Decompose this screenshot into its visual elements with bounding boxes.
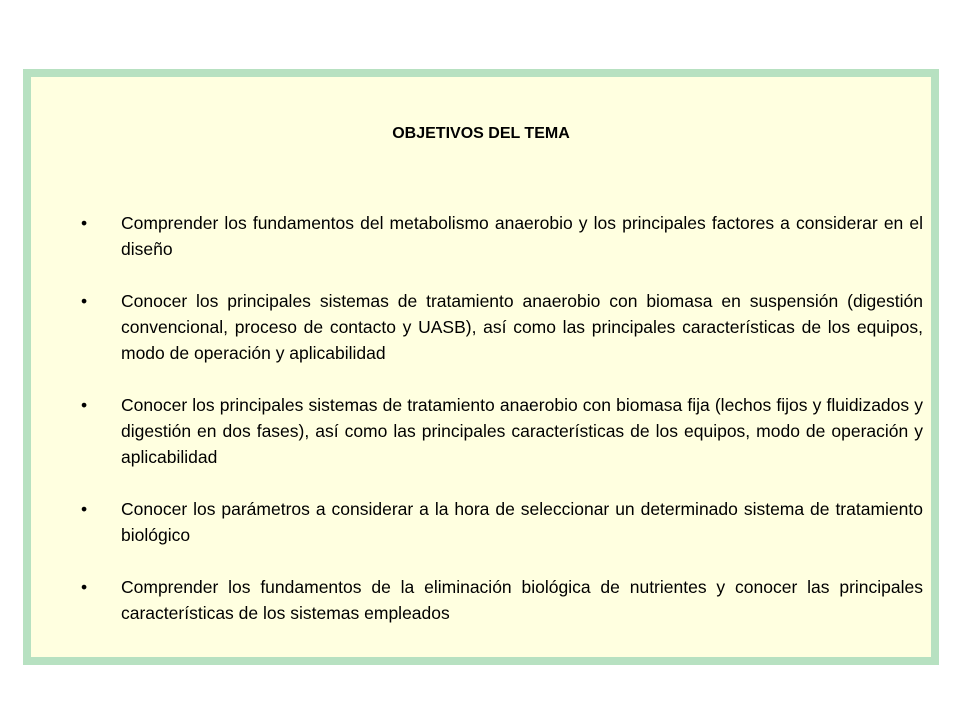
objective-text: Comprender los fundamentos de la eliminación biológica de nutrientes y conocer las principales características de los sistemas empleados (121, 577, 923, 623)
list-item (31, 288, 931, 366)
bullet-icon: • (81, 577, 88, 597)
bullet-icon: • (81, 395, 88, 415)
objectives-list (31, 210, 931, 652)
objectives-box (23, 69, 939, 665)
list-item (31, 392, 931, 470)
list-item (31, 210, 931, 262)
objective-text: Conocer los principales sistemas de tratamiento anaerobio con biomasa en suspensión (digestión convencional, proceso de contacto y UASB), así como las principales características de los equipos, modo de operación y aplicabilidad (121, 291, 923, 363)
list-item (31, 574, 931, 626)
page-title: OBJETIVOS DEL TEMA (392, 125, 570, 142)
objective-text: Conocer los parámetros a considerar a la hora de seleccionar un determinado sistema de tratamiento biológico (121, 499, 923, 545)
list-item (31, 496, 931, 548)
bullet-icon: • (81, 499, 88, 519)
objective-text: Conocer los principales sistemas de tratamiento anaerobio con biomasa fija (lechos fijos y fluidizados y digestión en dos fases), así como las principales características de los equipos, modo de operación y aplicabilidad (121, 395, 923, 467)
objective-text: Comprender los fundamentos del metabolismo anaerobio y los principales factores a considerar en el diseño (121, 213, 923, 259)
bullet-icon: • (81, 213, 88, 233)
bullet-icon: • (81, 291, 88, 311)
